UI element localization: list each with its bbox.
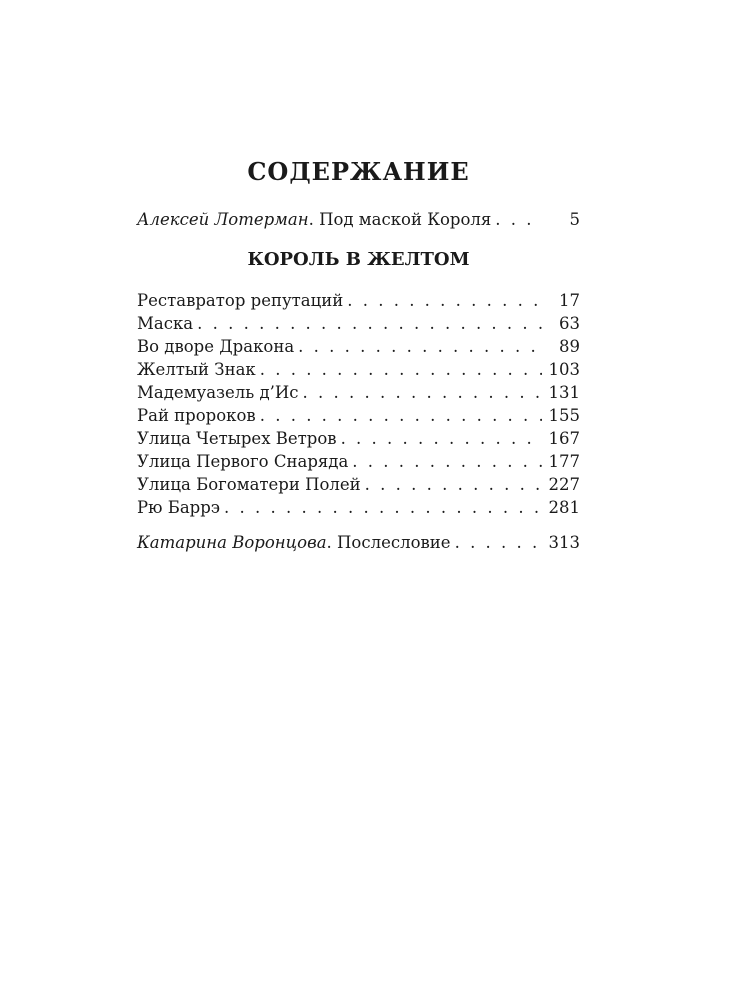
dot-leader (341, 427, 542, 450)
toc-entry[interactable] (137, 473, 580, 496)
toc-entry[interactable] (137, 427, 580, 450)
toc-intro-row[interactable] (137, 208, 580, 231)
dot-leader (224, 496, 542, 519)
toc-entry[interactable] (137, 312, 580, 335)
page-title: СОДЕРЖАНИЕ (247, 157, 470, 186)
toc-afterword-work: Послесловие (337, 533, 451, 552)
toc-entry-title: Во дворе Дракона (137, 337, 295, 356)
dot-leader (197, 312, 542, 335)
toc-entry-title: Желтый Знак (137, 360, 256, 379)
toc-list (137, 289, 580, 519)
dot-leader (260, 358, 542, 381)
dot-leader (455, 531, 542, 554)
toc-entry-page: 89 (559, 337, 580, 356)
toc-entry-title: Мадемуазель д’Ис (137, 383, 299, 402)
toc-entry[interactable] (137, 496, 580, 519)
toc-entry-page: 131 (548, 383, 580, 402)
dot-leader (365, 473, 542, 496)
dot-leader (495, 208, 542, 231)
dot-leader (347, 289, 542, 312)
toc-intro-page: 5 (569, 210, 580, 229)
table-of-contents (137, 150, 580, 554)
toc-entry-title: Реставратор репутаций (137, 291, 344, 310)
toc-entry-page: 103 (548, 360, 580, 379)
toc-entry-page: 281 (548, 498, 580, 517)
dot-leader (260, 404, 542, 427)
toc-entry[interactable] (137, 450, 580, 473)
toc-intro-author: Алексей Лотерман (137, 210, 309, 229)
toc-entry-page: 177 (548, 452, 580, 471)
toc-afterword-row[interactable] (137, 531, 580, 554)
toc-entry-page: 17 (559, 291, 580, 310)
toc-afterword-title: Катарина Воронцова. Послесловие (137, 533, 451, 552)
toc-entry-page: 227 (548, 475, 580, 494)
toc-entry[interactable] (137, 358, 580, 381)
toc-entry[interactable] (137, 381, 580, 404)
toc-entry-page: 63 (559, 314, 580, 333)
dot-leader (303, 381, 542, 404)
toc-entry-page: 155 (548, 406, 580, 425)
toc-entry[interactable] (137, 289, 580, 312)
toc-entry-title: Улица Богоматери Полей (137, 475, 361, 494)
section-title: КОРОЛЬ В ЖЕЛТОМ (247, 249, 470, 270)
toc-entry[interactable] (137, 404, 580, 427)
dot-leader (352, 450, 542, 473)
toc-intro-title: Алексей Лотерман. Под маской Короля (137, 210, 492, 229)
toc-entry-title: Рай пророков (137, 406, 256, 425)
toc-afterword-page: 313 (548, 533, 580, 552)
toc-entry-title: Рю Баррэ (137, 498, 221, 517)
dot-leader (298, 335, 542, 358)
toc-entry-title: Улица Первого Снаряда (137, 452, 349, 471)
toc-afterword-author: Катарина Воронцова (137, 533, 327, 552)
toc-entry-page: 167 (548, 429, 580, 448)
toc-entry-title: Улица Четырех Ветров (137, 429, 337, 448)
toc-entry-title: Маска (137, 314, 194, 333)
toc-intro-work: Под маской Короля (319, 210, 492, 229)
toc-entry[interactable] (137, 335, 580, 358)
